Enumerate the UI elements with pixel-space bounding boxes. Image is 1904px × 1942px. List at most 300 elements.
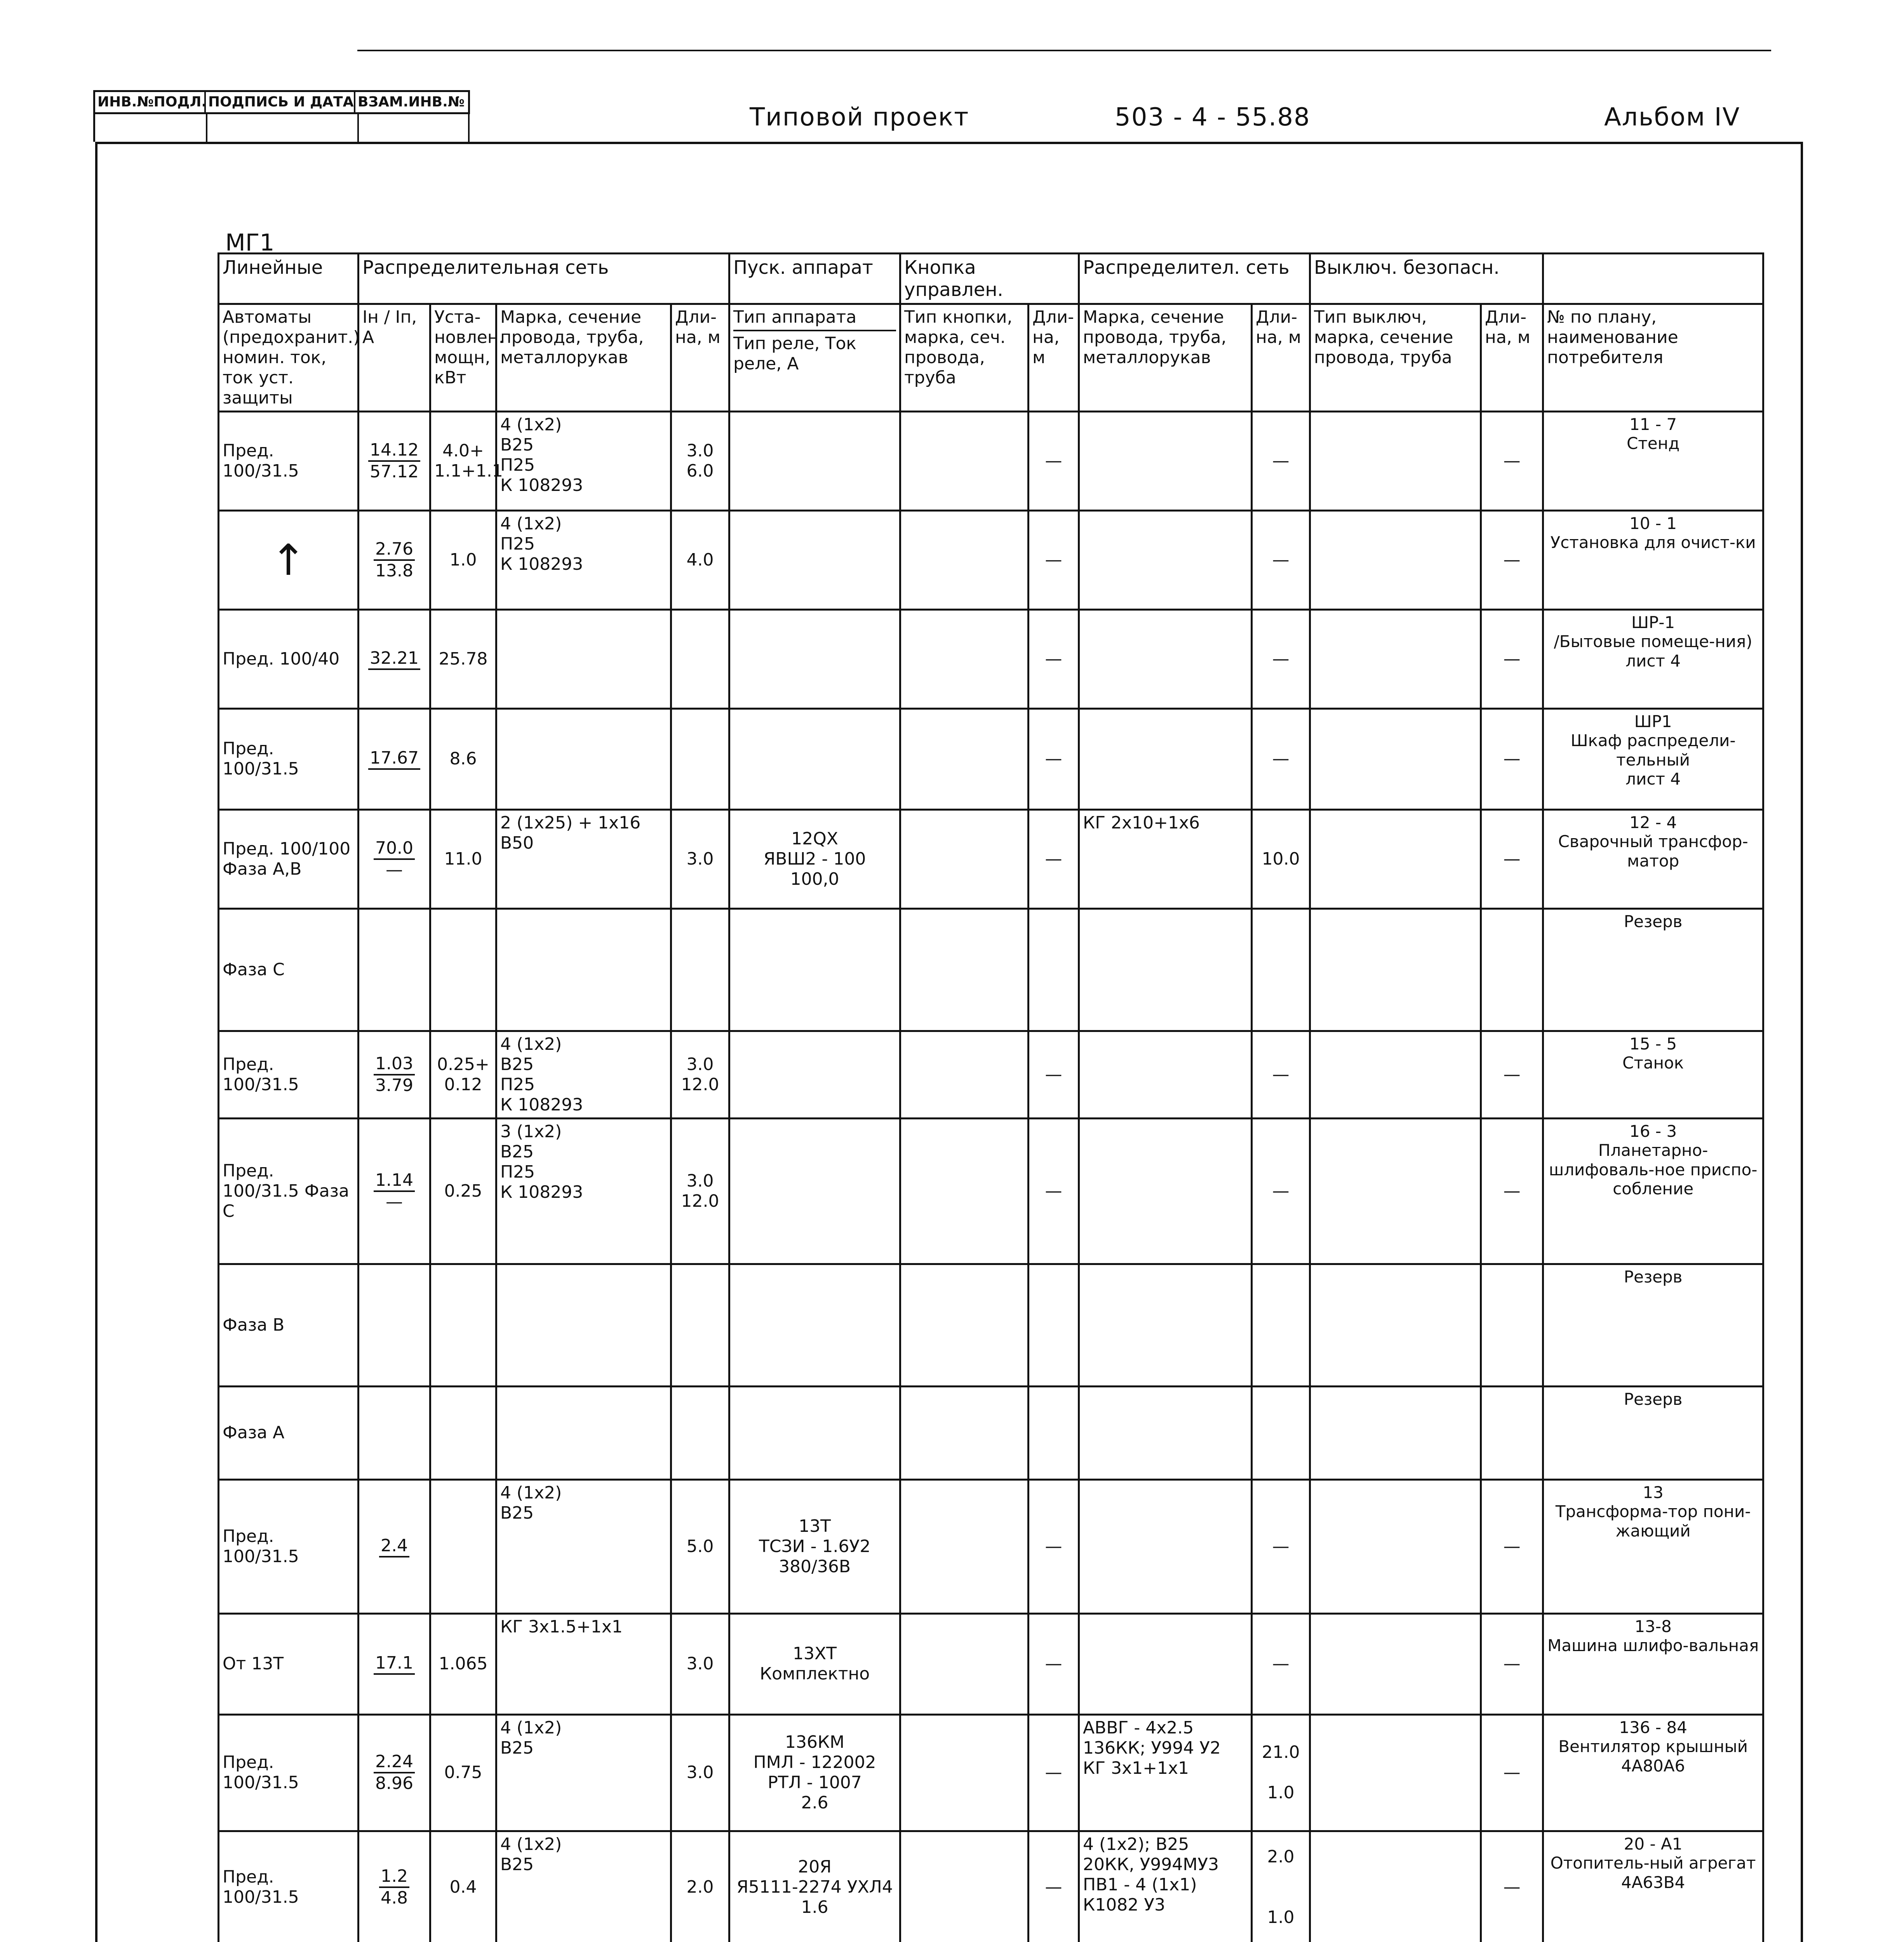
- dash-mark: —: [1503, 550, 1521, 570]
- cell-button: [900, 908, 1029, 1031]
- automat-text: Пред. 100/31.5 Фаза С: [223, 1161, 349, 1221]
- cell-in-ip: [359, 1118, 430, 1264]
- cell-automat: [219, 1386, 359, 1479]
- cell-switch: [1310, 411, 1481, 510]
- dash-mark: —: [1503, 451, 1521, 471]
- cable1-text: 2 (1x25) + 1x16 В50: [500, 813, 641, 853]
- cell-len3: [1252, 1264, 1310, 1386]
- dash-mark: —: [1503, 1877, 1521, 1897]
- cell-starter: [729, 1031, 900, 1118]
- cell-automat: [219, 908, 359, 1031]
- power-text: 4.0+ 1.1+1.1: [434, 440, 503, 481]
- cell-len2: [1029, 1479, 1079, 1613]
- len1-text: 3.0: [686, 1654, 714, 1674]
- cell-len4: [1481, 1831, 1543, 1942]
- cell-power: [430, 708, 496, 809]
- start-current: 4.8: [381, 1888, 408, 1908]
- cell-len2: [1029, 908, 1079, 1031]
- cell-switch: [1310, 1831, 1481, 1942]
- cell-power: [430, 1118, 496, 1264]
- album-label: Альбом IV: [1604, 103, 1740, 132]
- len1-text: 3.0 6.0: [686, 440, 714, 481]
- cell-len1: [671, 1031, 729, 1118]
- cell-starter: [729, 1831, 900, 1942]
- consumer-text: 10 - 1 Установка для очист-ки: [1550, 513, 1756, 552]
- cell-cable1: [496, 609, 671, 708]
- current-fraction: [368, 748, 420, 770]
- cell-cable1: [496, 1613, 671, 1714]
- project-number: 503 - 4 - 55.88: [1115, 103, 1311, 132]
- cell-starter: [729, 1118, 900, 1264]
- cell-automat: [219, 1118, 359, 1264]
- cell-starter: [729, 1264, 900, 1386]
- cell-button: [900, 609, 1029, 708]
- cell-automat: [219, 510, 359, 609]
- cell-switch: [1310, 510, 1481, 609]
- automat-text: Пред. 100/31.5: [223, 1054, 299, 1095]
- consumer-text: Резерв: [1624, 912, 1683, 931]
- table-row: [219, 809, 1763, 908]
- stamp-podpis-data: ПОДПИСЬ И ДАТА: [206, 92, 355, 112]
- cell-cable2: [1079, 510, 1252, 609]
- automat-text: Фаза А: [223, 1423, 285, 1443]
- len1-text: 3.0: [686, 849, 714, 869]
- cell-len1: [671, 411, 729, 510]
- consumer-text: 11 - 7 Стенд: [1626, 414, 1680, 453]
- nominal-current: 1.03: [374, 1054, 415, 1075]
- hdr-blank: [1543, 254, 1763, 304]
- starter-text: 20Я Я5111-2274 УХЛ4 1.6: [736, 1857, 893, 1918]
- cell-len4: [1481, 708, 1543, 809]
- cell-consumer: [1543, 908, 1763, 1031]
- cable1-text: 4 (1x2) В25 П25 К 108293: [500, 1034, 583, 1115]
- cell-len1: [671, 1714, 729, 1831]
- cell-power: [430, 1264, 496, 1386]
- consumer-text: 15 - 5 Станок: [1622, 1034, 1684, 1073]
- current-fraction: [374, 1054, 415, 1096]
- cell-starter: [729, 510, 900, 609]
- current-fraction: [374, 1653, 415, 1675]
- table-row: [219, 1613, 1763, 1714]
- cell-cable2: [1079, 1714, 1252, 1831]
- nominal-current: 32.21: [368, 648, 420, 670]
- cell-len4: [1481, 1264, 1543, 1386]
- starter-text: 13ХТ Комплектно: [759, 1644, 870, 1684]
- nominal-current: 1.14: [374, 1170, 415, 1192]
- automat-text: Пред. 100/31.5: [223, 1867, 299, 1907]
- cable1-text: 4 (1x2) П25 К 108293: [500, 513, 583, 574]
- cell-switch: [1310, 708, 1481, 809]
- cell-button: [900, 1479, 1029, 1613]
- cell-len2: [1029, 1386, 1079, 1479]
- hdr-safety-switch: Выключ. безопасн.: [1310, 254, 1543, 304]
- automat-text: От 13Т: [223, 1654, 284, 1674]
- cell-len3: [1252, 1831, 1310, 1942]
- dash-mark: —: [1045, 1654, 1062, 1674]
- hdr-starter: Пуск. аппарат: [729, 254, 900, 304]
- cell-len2: [1029, 1264, 1079, 1386]
- automat-text: Пред. 100/40: [223, 649, 340, 669]
- table-row: [219, 1479, 1763, 1613]
- cell-len1: [671, 510, 729, 609]
- cell-switch: [1310, 1264, 1481, 1386]
- dash-mark: —: [1272, 1181, 1290, 1201]
- cell-power: [430, 411, 503, 510]
- cell-cable2: [1079, 908, 1252, 1031]
- cell-in-ip: [359, 1831, 430, 1942]
- cell-len1: [671, 1613, 729, 1714]
- consumer-text: 13 Трансформа-тор пони-жающий: [1555, 1483, 1751, 1540]
- cell-button: [900, 1118, 1029, 1264]
- cell-cable1: [496, 1479, 671, 1613]
- power-text: 25.78: [439, 649, 488, 669]
- sub-len3: Дли-на, м: [1252, 304, 1310, 412]
- power-text: 1.065: [439, 1654, 488, 1674]
- stamp-columns: [93, 113, 468, 142]
- hdr-button: Кнопка управлен.: [900, 254, 1079, 304]
- dash-mark: —: [1045, 550, 1062, 570]
- nominal-current: 2.24: [374, 1752, 415, 1773]
- cell-len1: [671, 908, 729, 1031]
- dash-mark: —: [1503, 749, 1521, 769]
- cell-power: [430, 908, 496, 1031]
- cell-cable1: [496, 510, 671, 609]
- dash-mark: —: [1272, 1654, 1290, 1674]
- current-fraction: [379, 1866, 409, 1908]
- cell-len2: [1029, 510, 1079, 609]
- consumer-text: 13-8 Машина шлифо-вальная: [1547, 1617, 1759, 1655]
- cell-cable2: [1079, 708, 1252, 809]
- cell-automat: [219, 1613, 359, 1714]
- cell-in-ip: [359, 908, 430, 1031]
- table-row: [219, 1386, 1763, 1479]
- cell-power: [430, 609, 496, 708]
- table-row: [219, 708, 1763, 809]
- power-text: 0.25: [444, 1181, 482, 1201]
- cell-cable2: [1079, 1479, 1252, 1613]
- cell-len4: [1481, 1386, 1543, 1479]
- cable1-text: 4 (1x2) В25: [500, 1483, 562, 1523]
- len3-text: 2.0 1.0: [1267, 1847, 1295, 1928]
- cell-len3: [1252, 1479, 1310, 1613]
- cell-starter: [729, 708, 900, 809]
- power-text: 11.0: [444, 849, 482, 869]
- cell-switch: [1310, 609, 1481, 708]
- cell-cable1: [496, 411, 671, 510]
- cell-len1: [671, 609, 729, 708]
- project-label: Типовой проект: [750, 103, 969, 132]
- cell-cable2: [1079, 1831, 1252, 1942]
- sub-in-ip: Iн / Iп, А: [359, 304, 430, 412]
- cell-len4: [1481, 510, 1543, 609]
- cell-automat: [219, 708, 359, 809]
- cell-starter: [729, 809, 900, 908]
- nominal-current: 14.12: [368, 440, 420, 462]
- cell-cable1: [496, 1264, 671, 1386]
- table-row: [219, 1714, 1763, 1831]
- cell-consumer: [1543, 1714, 1763, 1831]
- automat-text: Пред. 100/31.5: [223, 739, 299, 779]
- sub-power: Уста-новлен. мощн, кВт: [430, 304, 496, 412]
- cell-in-ip: [359, 809, 430, 908]
- nominal-current: 17.1: [374, 1653, 415, 1675]
- dash-mark: —: [1272, 1064, 1290, 1084]
- cell-len4: [1481, 1479, 1543, 1613]
- cell-power: [430, 1479, 496, 1613]
- hdr-linear: Линейные: [219, 254, 359, 304]
- cell-in-ip: [359, 708, 430, 809]
- dash-mark: —: [1045, 451, 1062, 471]
- cell-starter: [729, 609, 900, 708]
- cell-len4: [1481, 1118, 1543, 1264]
- starter-text: 12QX ЯВШ2 - 100 100,0: [763, 828, 866, 889]
- stamp-vzam-inv: ВЗАМ.ИНВ.№: [358, 94, 465, 110]
- dash-mark: —: [1272, 550, 1290, 570]
- cell-cable1: [496, 1714, 671, 1831]
- automat-text: Пред. 100/100 Фаза А,В: [223, 839, 351, 879]
- len1-text: 3.0 12.0: [681, 1054, 719, 1095]
- cell-button: [900, 1264, 1029, 1386]
- current-fraction: [374, 838, 415, 880]
- table-row: [219, 1831, 1763, 1942]
- dash-mark: —: [1272, 1536, 1290, 1556]
- current-fraction: [368, 648, 420, 670]
- nominal-current: 17.67: [368, 748, 420, 770]
- cell-cable1: [496, 908, 671, 1031]
- cable1-text: 4 (1x2) В25: [500, 1834, 562, 1874]
- dash-mark: —: [1503, 1763, 1521, 1783]
- sub-automat: Автоматы (предохранит.) номин. ток, ток уст. защиты: [219, 304, 359, 412]
- cell-in-ip: [359, 510, 430, 609]
- start-current: —: [386, 1192, 403, 1212]
- len1-text: 4.0: [686, 550, 714, 570]
- cell-len3: [1252, 1118, 1310, 1264]
- cable1-text: 4 (1x2) В25 П25 К 108293: [500, 414, 583, 495]
- cell-cable2: [1079, 809, 1252, 908]
- sub-len4: Дли-на, м: [1481, 304, 1543, 412]
- current-fraction: [379, 1536, 409, 1557]
- cell-cable2: [1079, 1264, 1252, 1386]
- cell-automat: [219, 1714, 359, 1831]
- table-row: [219, 510, 1763, 609]
- cell-automat: [219, 1264, 359, 1386]
- cell-automat: [219, 1831, 359, 1942]
- dash-mark: —: [1045, 1536, 1062, 1556]
- cell-len4: [1481, 1714, 1543, 1831]
- power-text: 8.6: [449, 749, 477, 769]
- starter-text: 136КМ ПМЛ - 122002 РТЛ - 1007 2.6: [753, 1732, 876, 1813]
- table-body: [219, 411, 1763, 1942]
- cell-cable2: [1079, 411, 1252, 510]
- consumer-text: 136 - 84 Вентилятор крышный 4А80А6: [1558, 1718, 1748, 1775]
- power-text: 1.0: [449, 550, 477, 570]
- cell-len2: [1029, 1031, 1079, 1118]
- cell-button: [900, 1031, 1029, 1118]
- cell-len3: [1252, 908, 1310, 1031]
- cell-in-ip: [359, 1386, 430, 1479]
- start-current: 8.96: [375, 1773, 413, 1794]
- cell-power: [430, 1031, 496, 1118]
- cell-power: [430, 1386, 496, 1479]
- dash-mark: —: [1503, 1064, 1521, 1084]
- cell-len1: [671, 1831, 729, 1942]
- cell-switch: [1310, 1479, 1481, 1613]
- automat-text: Пред. 100/31.5: [223, 440, 299, 481]
- cable1-text: 3 (1x2) В25 П25 К 108293: [500, 1121, 583, 1202]
- power-text: 0.4: [449, 1877, 477, 1897]
- sub-button: Тип кнопки, марка, сеч. провода, труба: [900, 304, 1029, 412]
- consumer-text: ШР-1 /Бытовые помеще-ния) лист 4: [1554, 613, 1753, 670]
- cell-len3: [1252, 1714, 1310, 1831]
- cell-in-ip: [359, 1613, 430, 1714]
- sub-consumer: № по плану, наименование потребителя: [1543, 304, 1763, 412]
- cell-automat: [219, 411, 359, 510]
- len1-text: 3.0: [686, 1763, 714, 1783]
- sub-starter: [729, 304, 900, 412]
- sub-cable2: Марка, сечение провода, труба, металлорукав: [1079, 304, 1252, 412]
- consumer-text: 20 - А1 Отопитель-ный агрегат 4А63В4: [1550, 1834, 1756, 1892]
- dash-mark: —: [1045, 1877, 1062, 1897]
- current-fraction: [374, 1170, 415, 1212]
- cell-cable1: [496, 1118, 671, 1264]
- cell-len2: [1029, 809, 1079, 908]
- cell-starter: [729, 1479, 900, 1613]
- cell-consumer: [1543, 708, 1763, 809]
- cell-starter: [729, 1613, 900, 1714]
- cell-starter: [729, 1714, 900, 1831]
- sub-len2: Дли-на, м: [1029, 304, 1079, 412]
- cell-cable2: [1079, 1118, 1252, 1264]
- cell-len2: [1029, 609, 1079, 708]
- cell-switch: [1310, 1714, 1481, 1831]
- cell-len4: [1481, 1613, 1543, 1714]
- cell-len2: [1029, 1714, 1079, 1831]
- table-row: [219, 1118, 1763, 1264]
- cell-cable1: [496, 1386, 671, 1479]
- cell-automat: [219, 1479, 359, 1613]
- cell-cable1: [496, 708, 671, 809]
- automat-text: Фаза В: [223, 1315, 285, 1335]
- table-row: [219, 908, 1763, 1031]
- cell-button: [900, 510, 1029, 609]
- len1-text: 2.0: [686, 1877, 714, 1897]
- cell-automat: [219, 609, 359, 708]
- start-current: 13.8: [375, 560, 413, 581]
- hdr-distribution-2: Распределител. сеть: [1079, 254, 1310, 304]
- cell-switch: [1310, 809, 1481, 908]
- cell-automat: [219, 1031, 359, 1118]
- nominal-current: 1.2: [379, 1866, 409, 1888]
- cell-len1: [671, 1264, 729, 1386]
- cell-in-ip: [359, 1479, 430, 1613]
- cell-len3: [1252, 411, 1310, 510]
- cell-consumer: [1543, 411, 1763, 510]
- sub-header-row: [219, 304, 1763, 412]
- cell-cable1: [496, 1831, 671, 1942]
- power-text: 0.75: [444, 1763, 482, 1783]
- start-current: 3.79: [375, 1075, 413, 1095]
- group-header-row: [219, 254, 1763, 304]
- cell-len3: [1252, 1031, 1310, 1118]
- dash-mark: —: [1272, 649, 1290, 669]
- dash-mark: —: [1045, 1763, 1062, 1783]
- cell-button: [900, 1613, 1029, 1714]
- cable1-text: 4 (1x2) В25: [500, 1718, 562, 1758]
- cell-power: [430, 1831, 496, 1942]
- stamp-inv-podl: ИНВ.№ПОДЛ.: [95, 92, 206, 112]
- cell-len4: [1481, 609, 1543, 708]
- start-current: —: [386, 860, 403, 880]
- cell-in-ip: [359, 1714, 430, 1831]
- consumer-text: 16 - 3 Планетарно-шлифоваль-ное приспо-собление: [1549, 1121, 1758, 1199]
- cell-switch: [1310, 1613, 1481, 1714]
- cell-consumer: [1543, 609, 1763, 708]
- cell-power: [430, 510, 496, 609]
- top-rule: [357, 50, 1771, 51]
- dash-mark: —: [1272, 749, 1290, 769]
- dash-mark: —: [1503, 849, 1521, 869]
- cell-len2: [1029, 1831, 1079, 1942]
- consumer-text: Резерв: [1624, 1267, 1683, 1286]
- cell-len3: [1252, 1613, 1310, 1714]
- cell-button: [900, 411, 1029, 510]
- cell-button: [900, 1714, 1029, 1831]
- cell-cable2: [1079, 1386, 1252, 1479]
- cell-switch: [1310, 1386, 1481, 1479]
- cell-starter: [729, 411, 900, 510]
- cell-cable2: [1079, 1613, 1252, 1714]
- len1-text: 5.0: [686, 1536, 714, 1556]
- cell-power: [430, 1714, 496, 1831]
- cell-len2: [1029, 708, 1079, 809]
- dash-mark: —: [1045, 649, 1062, 669]
- dash-mark: —: [1503, 1654, 1521, 1674]
- cell-len3: [1252, 809, 1310, 908]
- table-row: [219, 1264, 1763, 1386]
- cell-len1: [671, 809, 729, 908]
- cell-starter: [729, 1386, 900, 1479]
- cell-button: [900, 1831, 1029, 1942]
- cell-len4: [1481, 908, 1543, 1031]
- cell-button: [900, 1386, 1029, 1479]
- consumer-text: Резерв: [1624, 1389, 1683, 1409]
- cell-len3: [1252, 1386, 1310, 1479]
- cell-consumer: [1543, 1386, 1763, 1479]
- current-fraction: [368, 440, 420, 482]
- cell-len3: [1252, 609, 1310, 708]
- table-row: [219, 609, 1763, 708]
- dash-mark: —: [1045, 1064, 1062, 1084]
- cell-cable2: [1079, 609, 1252, 708]
- dash-mark: —: [1045, 749, 1062, 769]
- dash-mark: —: [1045, 849, 1062, 869]
- current-fraction: [374, 539, 415, 581]
- sub-len1: Дли-на, м: [671, 304, 729, 412]
- cell-len1: [671, 1479, 729, 1613]
- cell-button: [900, 809, 1029, 908]
- cell-consumer: [1543, 1479, 1763, 1613]
- cable2-text: 4 (1x2); В25 20КК, У994МУ3 ПВ1 - 4 (1x1) К1082 У3: [1083, 1834, 1219, 1915]
- cell-cable2: [1079, 1031, 1252, 1118]
- dash-mark: —: [1272, 451, 1290, 471]
- cell-len4: [1481, 1031, 1543, 1118]
- distribution-table: [218, 252, 1764, 1942]
- table-row: [219, 1031, 1763, 1118]
- cell-in-ip: [359, 411, 430, 510]
- cell-power: [430, 809, 496, 908]
- cell-len4: [1481, 809, 1543, 908]
- starter-text: 13Т ТСЗИ - 1.6У2 380/36В: [759, 1516, 871, 1577]
